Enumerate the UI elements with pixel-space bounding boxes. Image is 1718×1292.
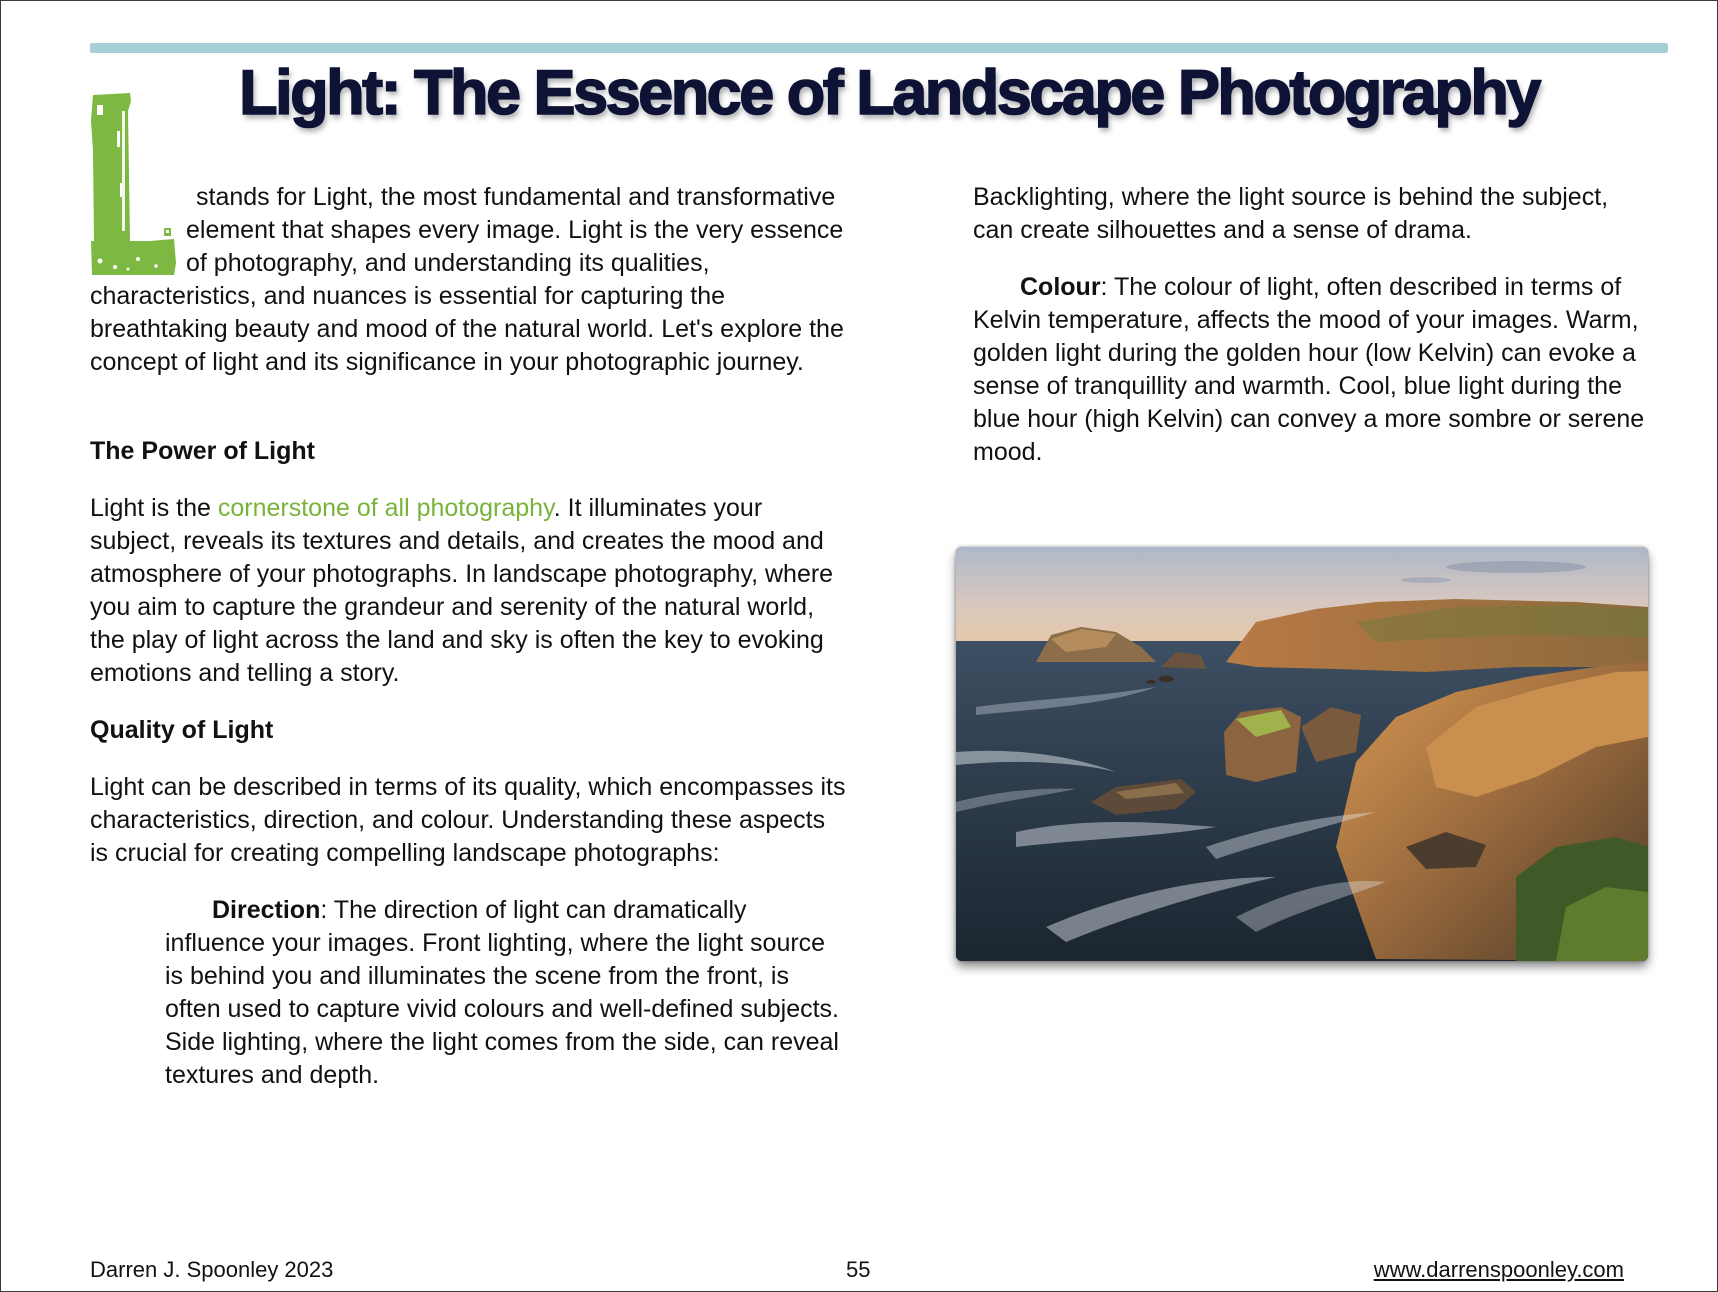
colour-paragraph	[973, 271, 1653, 469]
landscape-illustration	[956, 547, 1648, 961]
top-rule	[90, 43, 1668, 53]
power-of-light-paragraph	[90, 492, 850, 690]
colour-text: : The colour of light, often described in terms of Kelvin temperature, affects the mood of your images. Warm, golden light during the golden hour (low Kelvin) can evoke a sense of tranquillity and warmth. Cool, blue light during the blue hour (high Kelvin) can convey a more sombre or serene mood.	[973, 273, 1645, 466]
right-column	[973, 181, 1653, 469]
power-text-end: . It illuminates your subject, reveals its textures and details, and creates the mood and atmosphere of your photographs. In landscape photography, where you aim to capture the grandeur and serenity of the natural world, the play of light across the land and sky is often the key to evoking emotions and telling a story.	[90, 494, 834, 687]
coastal-landscape-photo	[956, 547, 1648, 961]
left-column	[90, 181, 850, 1092]
power-text-start: Light is the	[90, 494, 218, 522]
page-title: Light: The Essence of Landscape Photography	[239, 58, 1539, 128]
cornerstone-link[interactable]: cornerstone of all photography	[217, 494, 554, 522]
dropcap-letter-l	[90, 91, 176, 275]
backlighting-paragraph: Backlighting, where the light source is behind the subject, can create silhouettes and a sense of drama.	[973, 183, 1609, 244]
intro-rest: transformative element that shapes every image. Light is the very essence of photography, and understanding its qualities, characteristics, and nuances is essential for capturing the breathtaking beauty and mood of the natural world. Let's explore the concept of light and its significance in your photographic journey.	[90, 183, 844, 376]
intro-text	[90, 181, 850, 379]
footer-website-link[interactable]: www.darrenspoonley.com	[1373, 1257, 1624, 1282]
colour-label: Colour	[1020, 273, 1101, 301]
direction-label: Direction	[212, 896, 321, 924]
footer-author: Darren J. Spoonley 2023	[90, 1257, 334, 1282]
direction-text: : The direction of light can dramatically influence your images. Front lighting, where the light source is behind you and illuminates the scene from the front, is often used to capture vivid colours and well-defined subjects. Side lighting, where the light comes from the side, can reveal textures and depth.	[165, 896, 839, 1089]
direction-paragraph	[165, 894, 850, 1092]
intro-paragraph	[90, 181, 850, 411]
power-of-light-heading: The Power of Light	[90, 437, 315, 465]
quality-of-light-paragraph: Light can be described in terms of its quality, which encompasses its characteristics, direction, and colour. Understanding these aspects is crucial for creating compelling landscape photographs:	[90, 773, 846, 867]
intro-first-line: stands for Light, the most fundamental and	[196, 183, 670, 211]
quality-of-light-heading: Quality of Light	[90, 716, 274, 744]
dropcap-graphic	[90, 91, 176, 275]
footer-page-number: 55	[846, 1257, 871, 1282]
